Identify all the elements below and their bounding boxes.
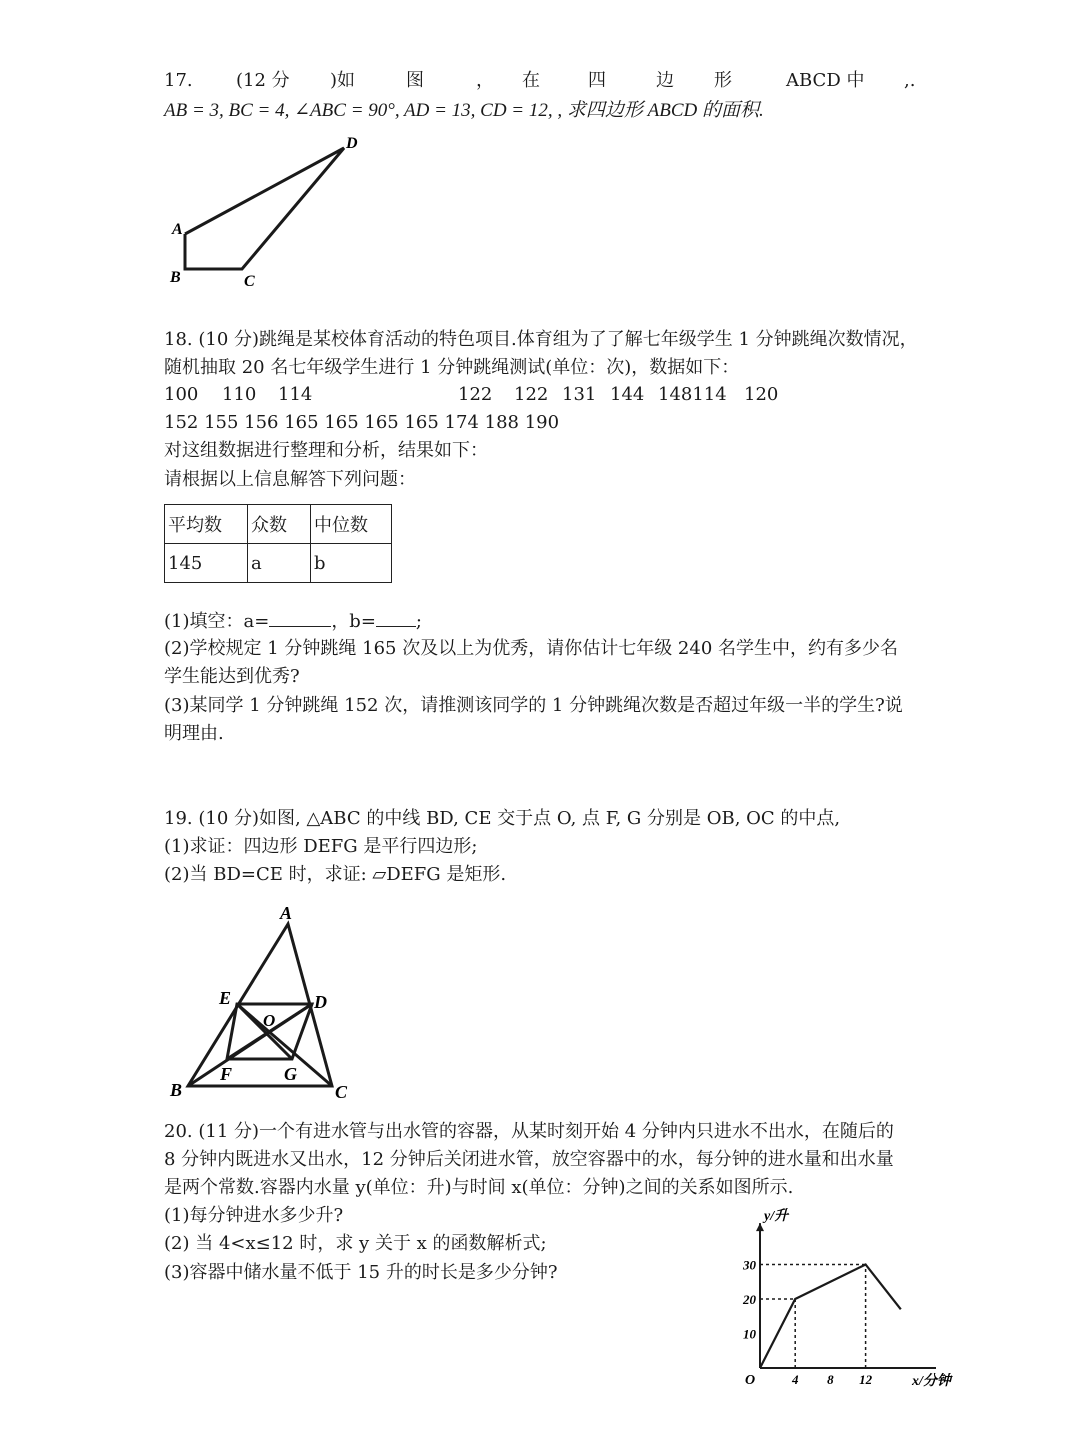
q17-word-zai: 在: [522, 70, 540, 91]
q18-part-1-end: ;: [415, 611, 422, 632]
q17-score: (12 分: [236, 70, 290, 91]
q17-word-abcd: ABCD 中: [786, 70, 865, 91]
y-tick-label: 10: [743, 1326, 756, 1342]
q18-part-2-line-2: 学生能达到优秀?: [164, 666, 300, 687]
q18-part-1: [164, 608, 422, 635]
q18-data-value: 144: [610, 384, 645, 405]
q18-answer-blank-b[interactable]: [376, 608, 416, 627]
q20-part-2: (2) 当 4<x≤12 时，求 y 关于 x 的函数解析式;: [164, 1233, 547, 1254]
q19-line-2: (1)求证：四边形 DEFG 是平行四边形;: [164, 836, 478, 857]
q18-answer-blank-a[interactable]: [269, 608, 331, 627]
x-axis-label: x/分钟: [912, 1374, 951, 1389]
q18-part-1-b-label: ，b=: [331, 611, 376, 632]
q18-stats-table: [164, 504, 392, 583]
y-tick-label: 30: [743, 1257, 756, 1273]
x-tick-label: 8: [827, 1372, 834, 1387]
q20-part-3: (3)容器中储水量不低于 15 升的时长是多少分钟?: [164, 1262, 558, 1283]
q18-line-6: 请根据以上信息解答下列问题：: [164, 469, 416, 490]
q19-triangle-lines: [188, 924, 332, 1086]
table-header-cell: 众数: [248, 505, 311, 544]
q17-label-a: A: [172, 221, 183, 238]
y-axis-label: y/升: [764, 1209, 789, 1224]
q18-data-value: 148114: [658, 384, 727, 405]
table-header-cell: 中位数: [311, 505, 392, 544]
q17-quadrilateral-figure: [160, 128, 380, 298]
q18-line-1: 18. (10 分)跳绳是某校体育活动的特色项目.体育组为了了解七年级学生 1 分钟跳绳次数情况，: [164, 329, 918, 350]
table-cell: 145: [165, 544, 248, 583]
q18-part-3-line-2: 明理由.: [164, 723, 224, 744]
q18-line-2: 随机抽取 20 名七年级学生进行 1 分钟跳绳测试(单位：次)，数据如下：: [164, 357, 740, 378]
q19-label-d: D: [314, 992, 327, 1012]
q17-word-ru: )如: [330, 70, 356, 91]
q20-water-volume-chart: [720, 1200, 970, 1390]
q19-label-c: C: [335, 1082, 348, 1102]
q17-word-bian: 边: [656, 70, 674, 91]
q18-part-3-line-1: (3)某同学 1 分钟跳绳 152 次，请推测该同学的 1 分钟跳绳次数是否超过年级一半的学生?说: [164, 695, 903, 716]
q18-data-value: 131: [562, 384, 597, 405]
table-header-cell: 平均数: [165, 505, 248, 544]
q17-trailing-mark: ,.: [904, 70, 916, 91]
q18-data-value: 120: [744, 384, 779, 405]
x-tick-label: 4: [791, 1372, 799, 1387]
q19-line-3: (2)当 BD=CE 时，求证: ▱DEFG 是矩形.: [164, 864, 507, 885]
q17-comma: ，: [476, 70, 494, 91]
q19-label-f: F: [220, 1064, 233, 1084]
q17-label-c: C: [244, 273, 255, 290]
q17-quadrilateral-outline: [185, 148, 344, 269]
q18-data-row-2: 152 155 156 165 165 165 165 174 188 190: [164, 412, 560, 433]
q18-data-value: 122: [458, 384, 493, 405]
x-tick-label: 12: [859, 1372, 873, 1387]
q17-label-b: B: [170, 269, 181, 286]
q17-word-si: 四: [588, 70, 606, 91]
q18-data-value: 122: [514, 384, 549, 405]
q18-data-value: 100: [164, 384, 199, 405]
q18-part-2-line-1: (2)学校规定 1 分钟跳绳 165 次及以上为优秀，请你估计七年级 240 名学生中，约有多少名: [164, 638, 898, 659]
table-row: [165, 544, 392, 583]
table-row: [165, 505, 392, 544]
q20-line-2: 8 分钟内既进水又出水，12 分钟后关闭进水管，放空容器中的水，每分钟的进水量和出水量: [164, 1149, 894, 1170]
q19-label-o: O: [263, 1011, 276, 1030]
q19-line-1: 19. (10 分)如图, △ABC 的中线 BD, CE 交于点 O, 点 F, G 分别是 OB, OC 的中点,: [164, 808, 841, 829]
q17-condition-line: AB = 3, BC = 4, ∠ABC = 90°, AD = 13, CD = 12, , 求四边形 ABCD 的面积.: [164, 100, 764, 121]
q17-word-xing: 形: [714, 70, 732, 91]
q19-label-b: B: [170, 1080, 183, 1100]
q18-data-value: 110: [222, 384, 257, 405]
q20-line-3: 是两个常数.容器内水量 y(单位：升)与时间 x(单位：分钟)之间的关系如图所示.: [164, 1177, 794, 1198]
y-axis-arrow: [756, 1223, 764, 1231]
q19-label-e: E: [219, 988, 232, 1008]
origin-label: O: [744, 1373, 756, 1388]
q20-line-1: 20. (11 分)一个有进水管与出水管的容器，从某时刻开始 4 分钟内只进水不出水，在随后的: [164, 1121, 894, 1142]
table-cell: a: [248, 544, 311, 583]
q17-number: 17.: [164, 70, 193, 91]
q17-word-tu: 图: [406, 70, 424, 91]
q17-label-d: D: [346, 135, 358, 152]
series-line: [760, 1265, 901, 1369]
q19-label-g: G: [284, 1064, 297, 1084]
q18-line-5: 对这组数据进行整理和分析，结果如下：: [164, 440, 488, 461]
q19-label-a: A: [280, 903, 293, 923]
q18-part-1-a-label: (1)填空：a=: [164, 611, 270, 632]
q20-part-1: (1)每分钟进水多少升?: [164, 1205, 344, 1226]
table-cell: b: [311, 544, 392, 583]
y-tick-label: 20: [743, 1292, 756, 1307]
q19-triangle-figure: [160, 896, 380, 1106]
q18-data-value: 114: [278, 384, 313, 405]
